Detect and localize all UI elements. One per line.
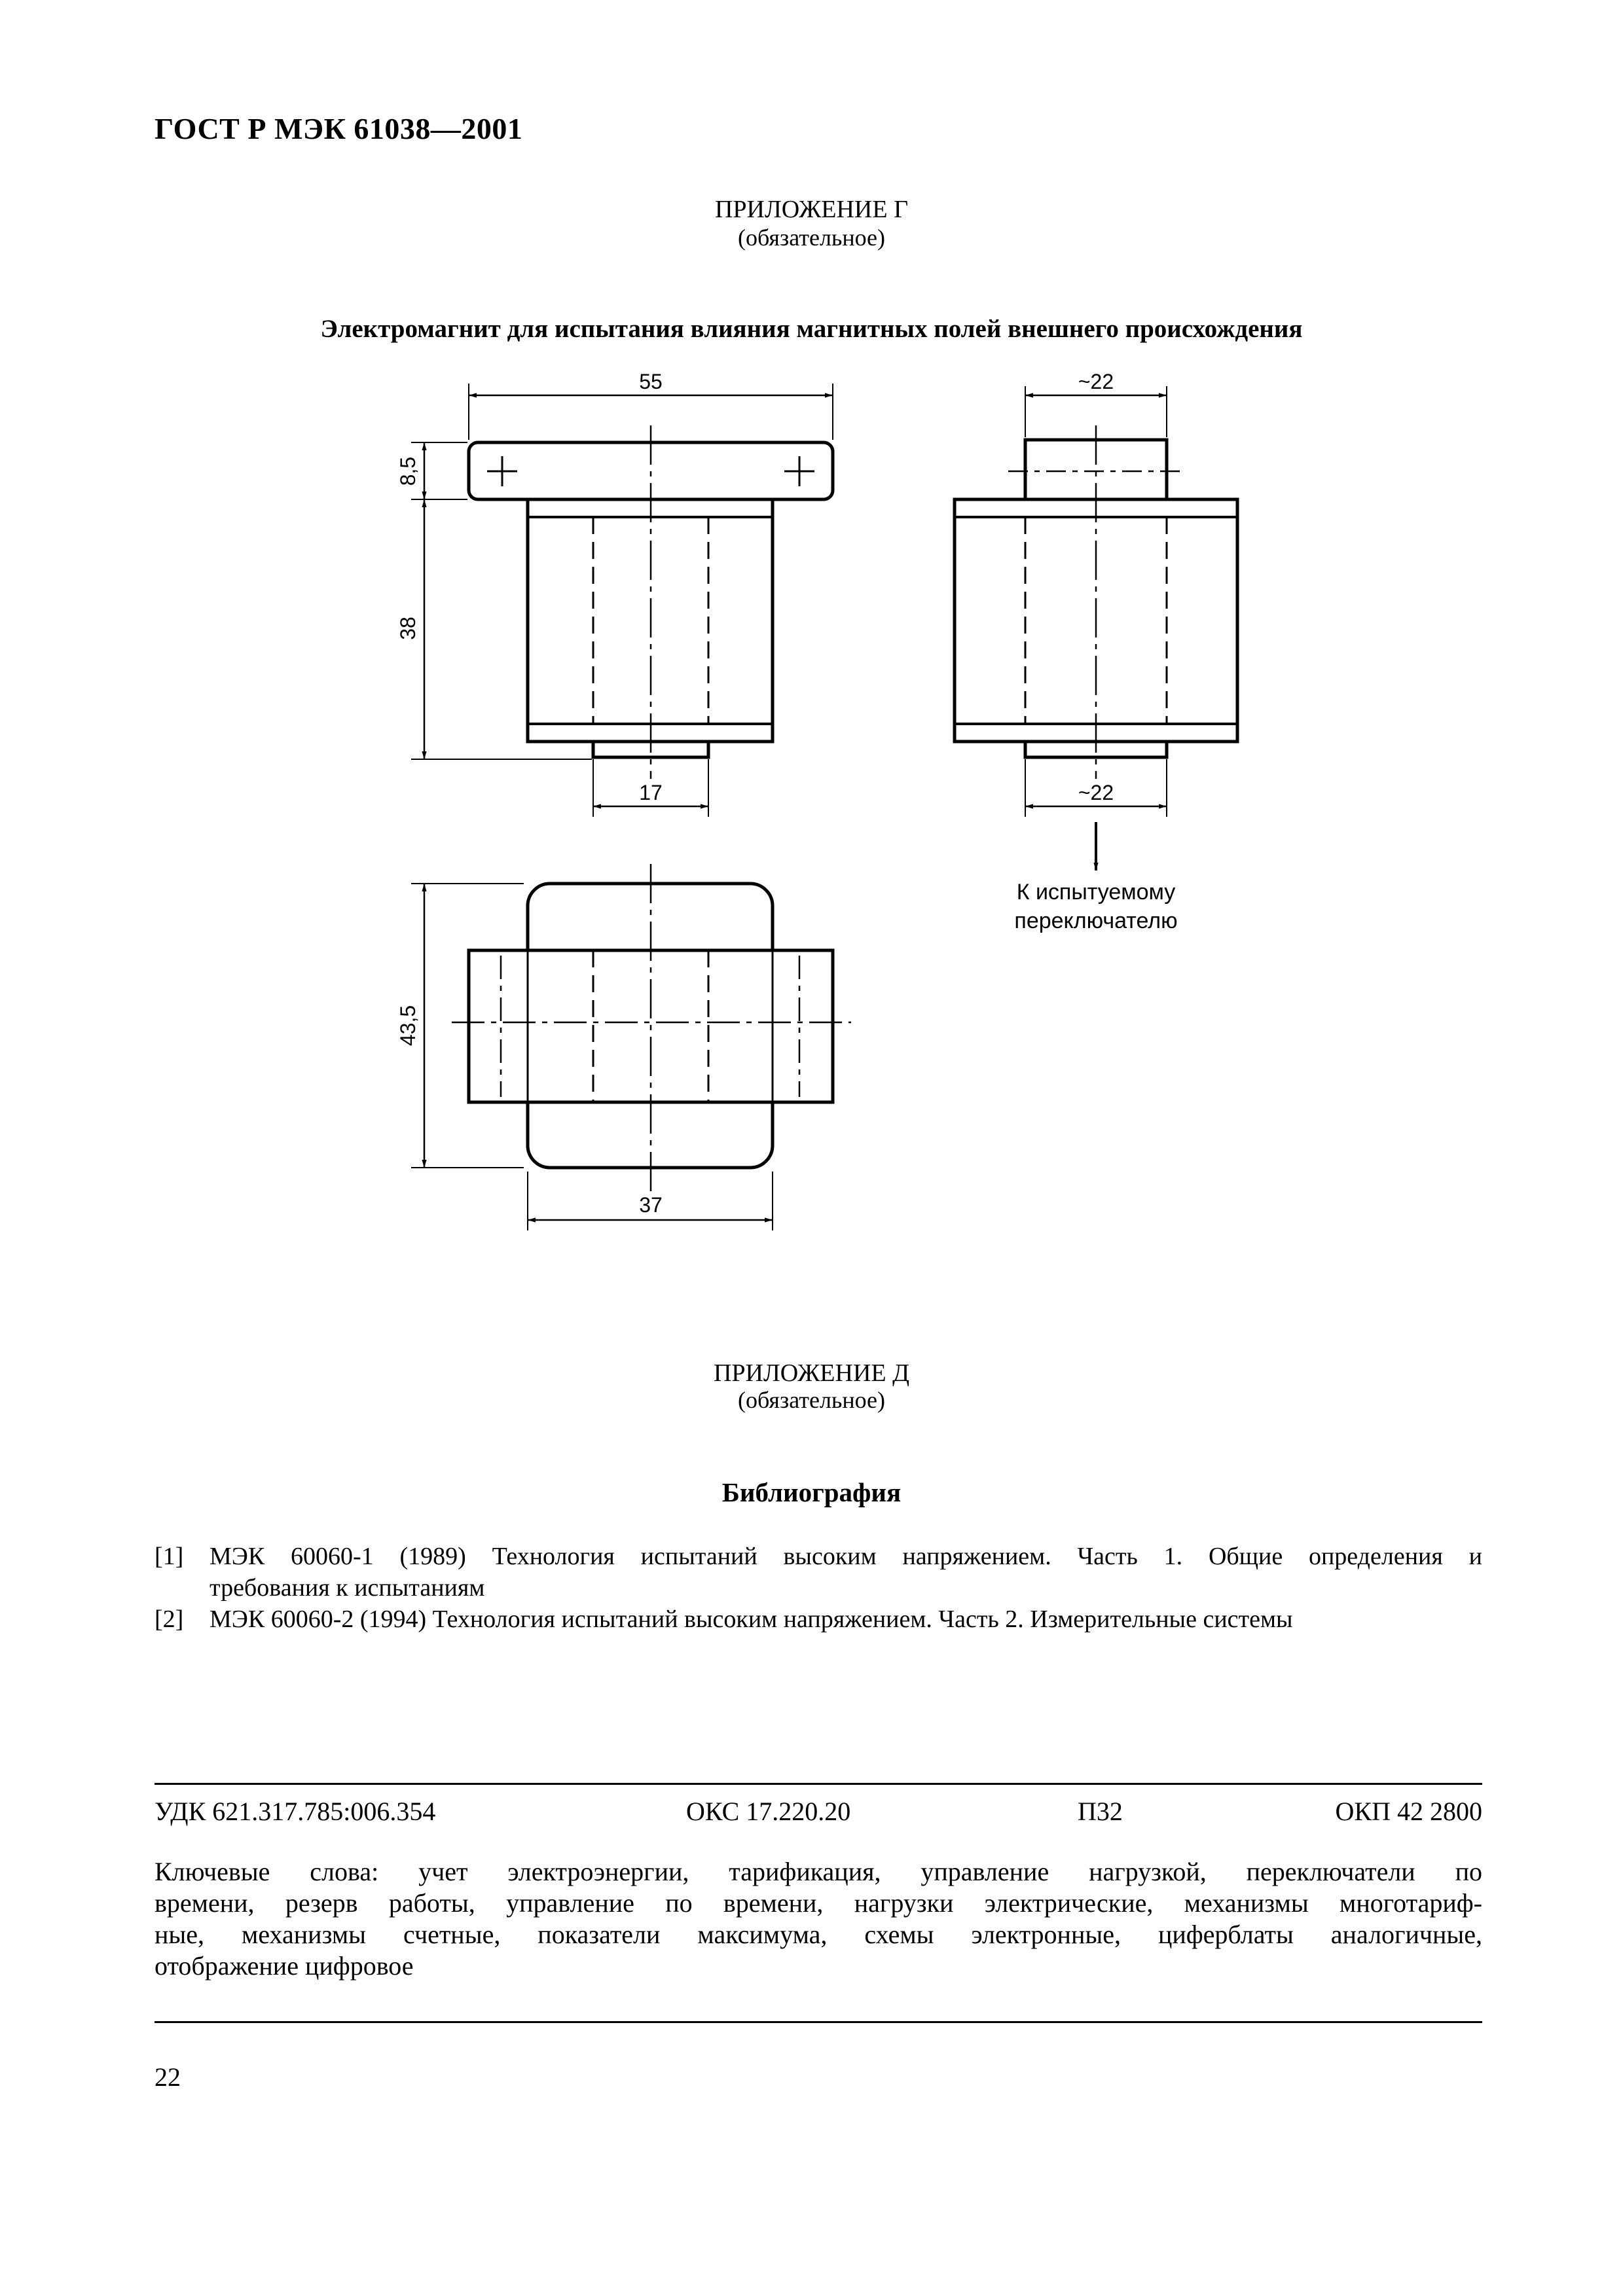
document-code: ГОСТ Р МЭК 61038—2001: [155, 112, 523, 145]
front-view: [411, 384, 833, 817]
figure-title: Электромагнит для испытания влияния магнитных полей внешнего происхождения: [320, 315, 1303, 343]
oks-code: ОКС 17.220.20: [686, 1797, 851, 1826]
appendix-g-status: (обязательное): [738, 224, 885, 251]
arrow-label-line1: К испытуемому: [1016, 880, 1176, 905]
classifier-code: П32: [1078, 1797, 1123, 1826]
top-view: [411, 864, 851, 1230]
arrow-label-line2: переключателю: [1014, 908, 1178, 933]
appendix-d-title: ПРИЛОЖЕНИЕ Д: [713, 1359, 910, 1387]
dim-22-top: ~22: [1078, 370, 1114, 393]
keywords-line: Ключевые слова: учет электроэнергии, тарификация, управление нагрузкой, переключатели по: [155, 1857, 1482, 1886]
okp-code: ОКП 42 2800: [1335, 1797, 1482, 1826]
footer-bottom-rule: [155, 2021, 1482, 2023]
keywords-line: времени, резерв работы, управление по времени, нагрузки электрические, механизмы многотариф-: [155, 1888, 1482, 1918]
reference-number: [2]: [155, 1605, 184, 1633]
reference-text-line: требования к испытаниям: [210, 1574, 485, 1602]
reference-text-line: МЭК 60060-1 (1989) Технология испытаний высоким напряжением. Часть 1. Общие определения и: [210, 1543, 1482, 1570]
dim-22-bottom: ~22: [1078, 781, 1114, 804]
dim-38: 38: [396, 617, 420, 640]
dim-17: 17: [639, 781, 663, 804]
appendix-g-title: ПРИЛОЖЕНИЕ Г: [714, 196, 909, 223]
keywords-block: [155, 1856, 1482, 1982]
appendix-d-status: (обязательное): [738, 1387, 885, 1413]
dim-43-5: 43,5: [396, 1005, 420, 1047]
dim-37: 37: [639, 1193, 663, 1217]
reference-number: [1]: [155, 1543, 184, 1570]
keywords-line: ные, механизмы счетные, показатели максимума, схемы электронные, циферблаты аналогичные,: [155, 1920, 1482, 1949]
dim-8-5: 8,5: [396, 456, 420, 486]
footer-top-rule: [155, 1783, 1482, 1785]
udk-code: УДК 621.317.785:006.354: [155, 1797, 436, 1826]
keywords-line: отображение цифровое: [155, 1951, 414, 1981]
page-number: 22: [155, 2062, 181, 2092]
dim-55: 55: [639, 370, 663, 393]
bibliography-heading: Библиография: [721, 1477, 902, 1507]
reference-text-line: МЭК 60060-2 (1994) Технология испытаний высоким напряжением. Часть 2. Измерительные системы: [210, 1605, 1293, 1633]
